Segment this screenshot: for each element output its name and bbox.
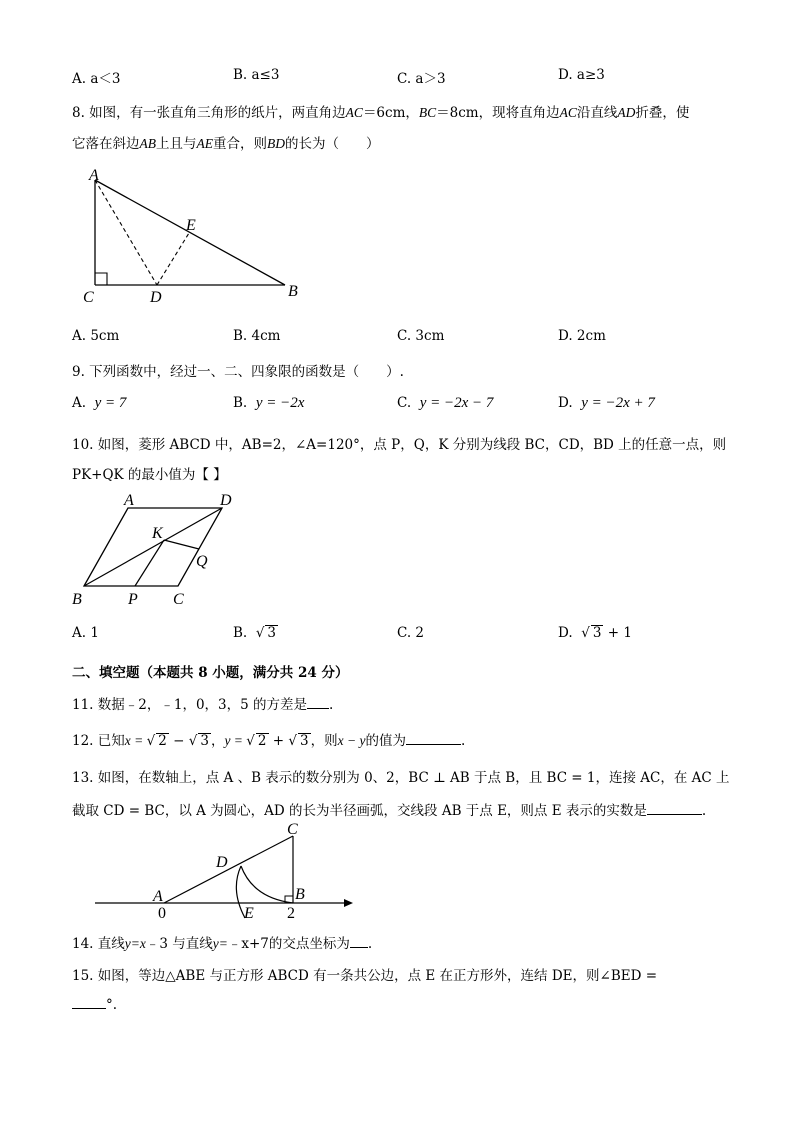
q9-option-b: B. y = −2x [233, 395, 305, 411]
q9-stem: 9. 下列函数中，经过一、二、四象限的函数是（ ）. [72, 364, 404, 380]
q13-label-a: A [153, 888, 163, 905]
q7-option-a: A. a＜3 [72, 71, 121, 87]
q8-option-a: A. 5cm [72, 328, 120, 344]
q10-label-b: B [72, 591, 82, 608]
q8-option-b: B. 4cm [233, 328, 281, 344]
q10-label-p: P [128, 591, 138, 608]
q11-answer-blank [307, 696, 329, 709]
q13-number-line-figure [95, 818, 360, 923]
q13-label-two: 2 [287, 905, 295, 922]
q8-stem-line1: 8. 如图，有一张直角三角形的纸片，两直角边AC＝6cm，BC＝8cm，现将直角边AC沿直线AD折叠，使 [72, 105, 690, 121]
q12-answer-blank [406, 732, 461, 745]
q13-label-b: B [295, 886, 305, 903]
q15-answer-blank [72, 996, 106, 1009]
q9-option-d: D. y = −2x + 7 [558, 395, 655, 411]
q8-option-d: D. 2cm [558, 328, 606, 344]
q12-stem: 12. 已知x = √ 2 − √ 3 ，y = √ 2 + √ 3 ，则x − y的值为 . [72, 733, 466, 749]
q13-answer-blank [647, 802, 702, 815]
q10-option-d: D. √ 3 + 1 [558, 625, 632, 641]
q14-answer-blank [350, 935, 368, 948]
q8-triangle-figure [75, 160, 315, 310]
q10-label-k: K [152, 525, 163, 542]
q8-option-c: C. 3cm [397, 328, 445, 344]
q9-option-a: A. y = 7 [72, 395, 127, 411]
q15-stem-line1: 15. 如图，等边△ABE 与正方形 ABCD 有一条共公边，点 E 在正方形外，连结 DE，则∠BED = [72, 968, 658, 984]
q10-option-a: A. 1 [72, 625, 99, 641]
q13-label-c: C [287, 821, 298, 838]
q13-stem-line1: 13. 如图，在数轴上，点 A 、B 表示的数分别为 0、2，BC ⊥ AB 于点 B，且 BC = 1，连接 AC，在 AC 上 [72, 770, 730, 786]
q9-option-c: C. y = −2x − 7 [397, 395, 494, 411]
q10-stem-line2: PK+QK 的最小值为【 】 [72, 467, 227, 483]
q13-label-e: E [244, 905, 254, 922]
q14-stem: 14. 直线y=x﹣3 与直线y=﹣x+7的交点坐标为 . [72, 936, 373, 952]
q8-label-c: C [83, 289, 94, 306]
q13-label-d: D [216, 854, 228, 871]
q11-stem: 11. 数据﹣2，﹣1，0，3，5 的方差是 . [72, 697, 334, 713]
q8-label-d: D [150, 289, 162, 306]
q13-stem-line2: 截取 CD = BC，以 A 为圆心，AD 的长为半径画弧，交线段 AB 于点 E，则点 E 表示的实数是 . [72, 803, 707, 819]
q7-option-d: D. a≥3 [558, 67, 605, 83]
q10-option-c: C. 2 [397, 625, 425, 641]
q10-rhombus-figure [68, 490, 248, 615]
q8-label-b: B [288, 283, 298, 300]
section-heading: 二、填空题（本题共 8 小题，满分共 24 分） [72, 665, 349, 681]
q10-stem-line1: 10. 如图，菱形 ABCD 中，AB=2，∠A=120°，点 P，Q，K 分别为线段 BC，CD，BD 上的任意一点，则 [72, 437, 727, 453]
q10-label-q: Q [196, 553, 208, 570]
q10-label-d: D [220, 492, 232, 509]
q7-option-b: B. a≤3 [233, 67, 280, 83]
q10-option-b: B. √ 3 [233, 625, 277, 641]
q8-label-e: E [186, 217, 196, 234]
q13-label-zero: 0 [158, 905, 166, 922]
q10-label-a: A [124, 492, 134, 509]
q10-label-c: C [173, 591, 184, 608]
q15-stem-line2: °. [72, 996, 117, 1013]
q8-stem-line2: 它落在斜边AB上且与AE重合，则BD的长为（ ） [72, 136, 380, 152]
q7-option-c: C. a＞3 [397, 71, 446, 87]
q8-label-a: A [89, 167, 99, 184]
